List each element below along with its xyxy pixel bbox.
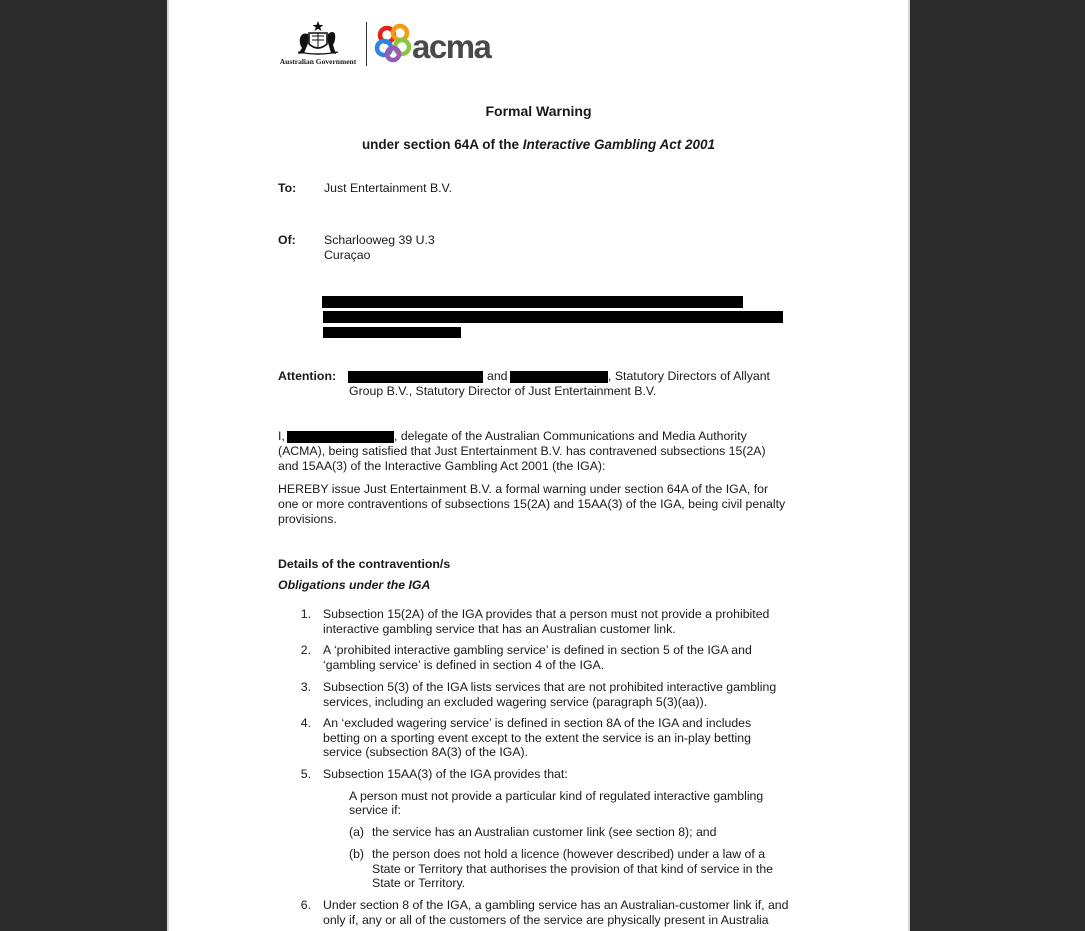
quote-sub-line: State or Territory that authorises the provision of that kind of service in the [372,862,773,876]
acma-rings-icon [374,23,414,63]
list-item-line: Subsection 15(2A) of the IGA provides that a person must not provide a prohibited [323,607,770,621]
quote-sub-label: (b) [349,847,365,861]
redaction-bar [322,296,743,308]
document-subtitle: under section 64A of the Interactive Gambling Act 2001 [361,137,716,152]
list-item-line: Under section 8 of the IGA, a gambling service has an Australian-customer link if, and [323,898,789,912]
list-item-number: 6. [300,898,311,912]
quote-line: A person must not provide a particular kind of regulated interactive gambling [349,789,764,803]
logo-divider [366,22,367,66]
address-line-1: Scharlooweg 39 U.3 [324,233,435,247]
redaction-bar [287,431,394,443]
list-item-line: A ‘prohibited interactive gambling service’ is defined in section 5 of the IGA and [323,643,752,657]
quote-sub-line: the person does not hold a licence (however described) under a law of a [372,847,766,861]
details-subheading: Obligations under the IGA [278,578,431,592]
document-page [167,0,910,931]
intro-p1-line-3: and 15AA(3) of the Interactive Gambling Act 2001 (the IGA): [278,459,606,473]
list-item-line: An ‘excluded wagering service’ is defined in section 8A of the IGA and includes [323,716,752,730]
document-title: Formal Warning [485,103,592,119]
list-item-line: ‘gambling service’ is defined in section 4 of the IGA. [323,658,605,672]
act-name: Interactive Gambling Act 2001 [522,137,716,152]
quote-sub-line: State or Territory. [372,876,466,890]
list-item-line: betting on a sporting event except to the extent the service is an in-play betting [323,731,751,745]
redaction-bar [510,371,608,383]
redaction-bar [323,327,461,338]
details-heading: Details of the contravention/s [278,557,451,571]
redaction-bar [348,371,483,383]
list-item-number: 3. [300,680,311,694]
intro-p1-line-1: , delegate of the Australian Communications and Media Authority [394,429,747,443]
list-item-line: Subsection 5(3) of the IGA lists services that are not prohibited interactive gambling [323,680,777,694]
intro-p2-line-3: provisions. [278,512,337,526]
list-item-number: 5. [300,767,311,781]
list-item-number: 1. [300,607,311,621]
government-caption: Australian Government [279,57,357,66]
intro-p2-line-2: one or more contraventions of subsections 15(2A) and 15AA(3) of the IGA, being civil penalty [278,497,786,511]
to-value: Just Entertainment B.V. [324,181,453,195]
list-item-line: only if, any or all of the customers of the service are physically present in Australia [323,913,769,927]
list-item-number: 4. [300,716,311,730]
to-label: To: [278,181,297,195]
list-item-line: interactive gambling service that has an Australian customer link. [323,622,676,636]
list-item-line: services, including an excluded wagering service (paragraph 5(3)(aa)). [323,695,708,709]
quote-sub-label: (a) [349,825,365,839]
redaction-bar [323,311,783,323]
quote-line: service if: [349,803,401,817]
intro-p1-line-2: (ACMA), being satisfied that Just Entertainment B.V. has contravened subsections 15(2A) [278,444,766,458]
of-label: Of: [278,233,296,247]
acma-wordmark: acma [412,28,491,65]
list-item-number: 2. [300,643,311,657]
quote-sub-line: the service has an Australian customer link (see section 8); and [372,825,717,839]
intro-p1-prefix: I, [278,429,285,443]
attention-joiner: and [487,369,508,383]
list-item-line: Subsection 15AA(3) of the IGA provides that: [323,767,568,781]
attention-label: Attention: [278,369,337,383]
attention-line-2: Group B.V., Statutory Director of Just Entertainment B.V. [349,384,657,398]
address-line-2: Curaçao [324,248,371,262]
intro-p2-line-1: HEREBY issue Just Entertainment B.V. a formal warning under section 64A of the IGA, for [278,482,769,496]
list-item-line: service (subsection 8A(3) of the IGA). [323,745,529,759]
attention-line-1: , Statutory Directors of Allyant [608,369,770,383]
